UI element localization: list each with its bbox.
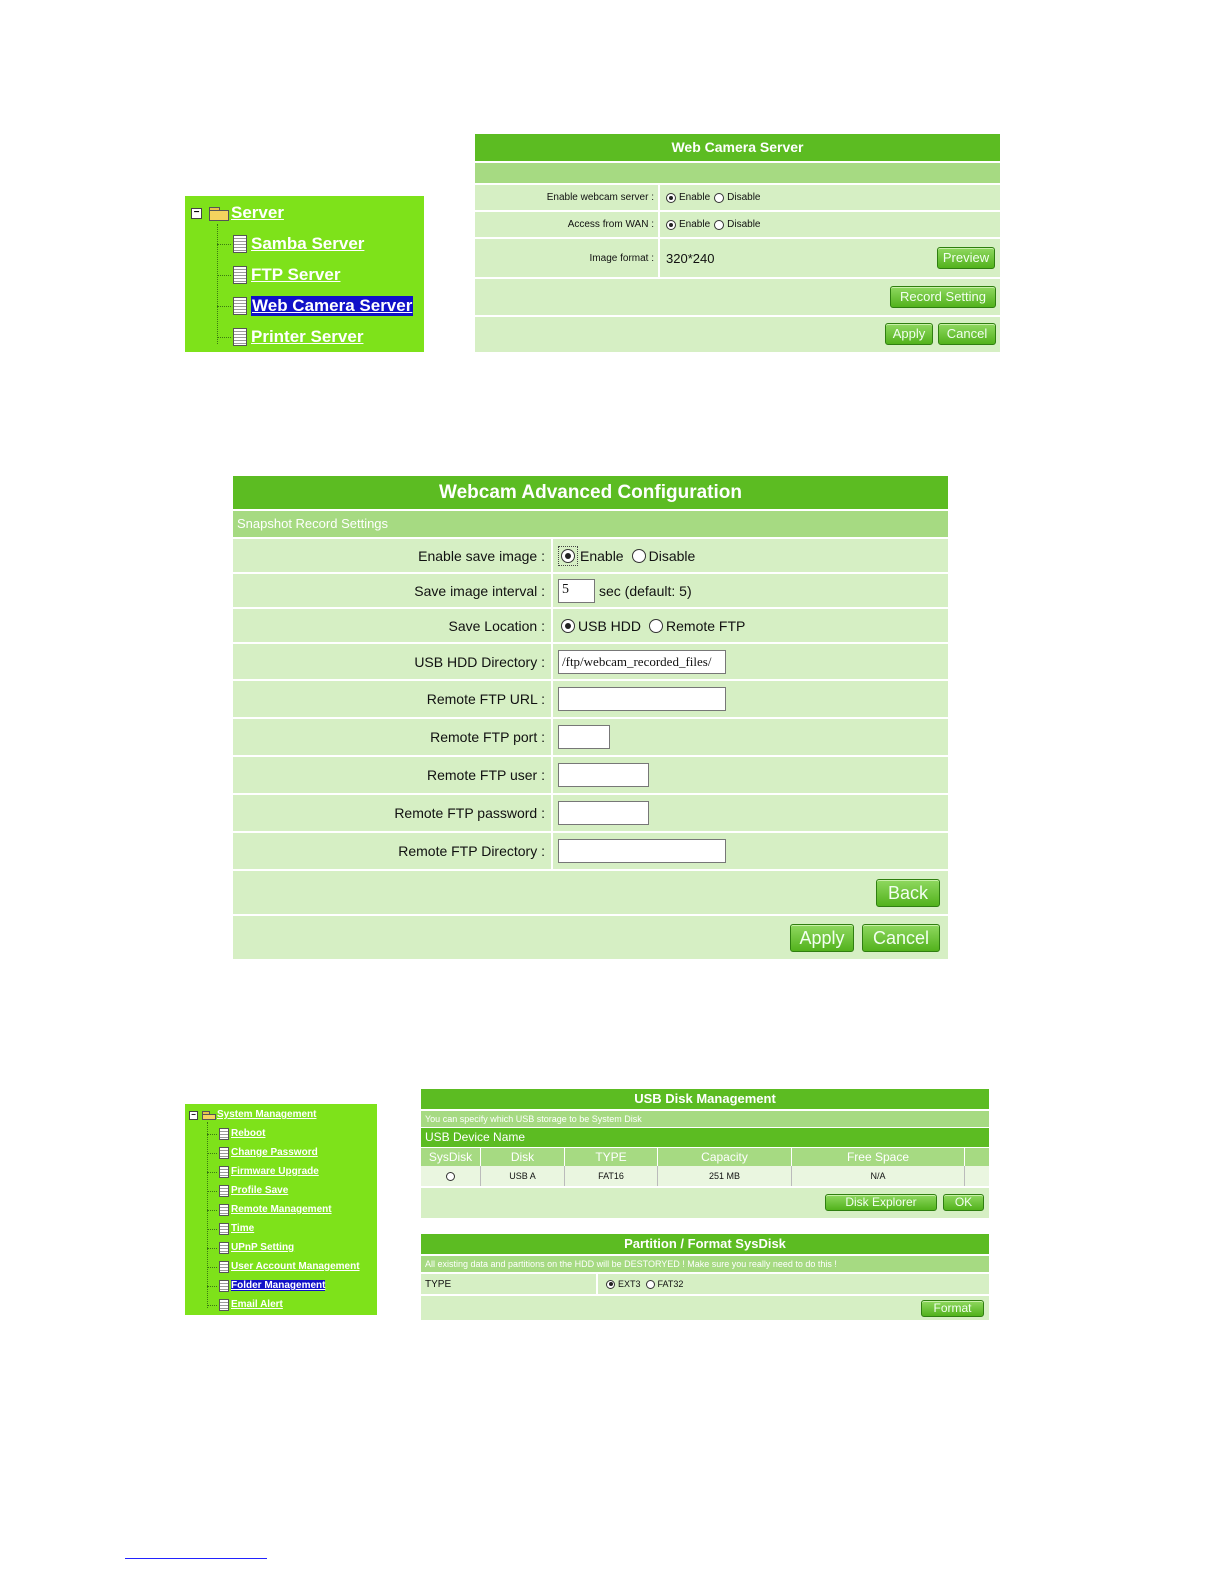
document-icon: [233, 328, 247, 346]
ftp-user-input[interactable]: [558, 763, 649, 787]
apply-button[interactable]: Apply: [885, 323, 933, 345]
usb-actions-row: [421, 1186, 989, 1216]
tree-item-label[interactable]: Folder Management: [231, 1280, 326, 1291]
image-format-value: 320*240: [666, 250, 715, 266]
interval-label: Save image interval :: [414, 582, 545, 599]
col-spacer: [965, 1148, 989, 1166]
ok-button[interactable]: OK: [943, 1194, 984, 1211]
server-tree: [185, 196, 424, 352]
tree-item-label[interactable]: User Account Management: [231, 1261, 360, 1272]
tree-item-label[interactable]: FTP Server: [251, 265, 341, 284]
panel-note: You can specify which USB storage to be System Disk: [421, 1109, 989, 1127]
tree-item[interactable]: [219, 1164, 319, 1179]
ftp-pass-input[interactable]: [558, 801, 649, 825]
tree-item-label[interactable]: UPnP Setting: [231, 1242, 295, 1253]
ftp-dir-label: Remote FTP Directory :: [398, 843, 545, 859]
wan-enable-radio[interactable]: [666, 220, 676, 230]
disk-cell: USB A: [481, 1166, 565, 1186]
tree-item[interactable]: [219, 1183, 288, 1198]
folder-icon: [209, 205, 229, 221]
enable-save-focus[interactable]: [558, 546, 578, 566]
enable-save-label: Enable save image :: [418, 547, 545, 564]
tree-item[interactable]: [219, 1202, 332, 1217]
tree-item-label-selected[interactable]: Web Camera Server: [252, 296, 413, 315]
sysdisk-radio[interactable]: [446, 1172, 455, 1181]
folder-icon: [202, 1109, 216, 1120]
wan-access-label: Access from WAN :: [567, 219, 654, 230]
usb-hdd-option-label: USB HDD: [578, 617, 642, 634]
tree-root-label[interactable]: Server: [231, 203, 284, 222]
document-icon: [219, 1147, 229, 1159]
image-format-label: Image format :: [589, 252, 654, 264]
ftp-user-label: Remote FTP user :: [426, 767, 545, 783]
usb-hdd-radio[interactable]: [561, 619, 575, 633]
webcam-server-panel: [475, 134, 1000, 352]
back-row: [233, 869, 948, 914]
ftp-pass-row: [233, 793, 948, 831]
location-label: Save Location :: [448, 617, 545, 634]
record-setting-button[interactable]: Record Setting: [890, 286, 996, 308]
location-row: [233, 607, 948, 642]
fat32-radio[interactable]: [646, 1280, 655, 1289]
tree-item[interactable]: [219, 1126, 265, 1141]
tree-root-system[interactable]: [202, 1107, 316, 1122]
preview-button[interactable]: Preview: [937, 247, 995, 269]
document-icon: [233, 297, 247, 315]
type-label: TYPE: [425, 1278, 452, 1290]
collapse-icon[interactable]: −: [191, 208, 202, 219]
tree-item[interactable]: [219, 1278, 325, 1293]
wan-disable-radio[interactable]: [714, 220, 724, 230]
tree-root-server[interactable]: [209, 202, 284, 224]
disk-table-header: [421, 1147, 989, 1166]
disable-option-label: Disable: [727, 219, 761, 230]
document-icon: [219, 1185, 229, 1197]
ftp-pass-label: Remote FTP password :: [394, 805, 545, 821]
section-label: Snapshot Record Settings: [233, 509, 948, 537]
document-icon: [219, 1299, 229, 1311]
document-icon: [219, 1166, 229, 1178]
usb-dir-label: USB HDD Directory :: [414, 653, 545, 670]
tree-root-label[interactable]: System Management: [217, 1109, 317, 1120]
fat32-option-label: FAT32: [657, 1279, 684, 1289]
advanced-config-panel: [233, 476, 948, 955]
document-icon: [219, 1261, 229, 1273]
tree-item-label[interactable]: Email Alert: [231, 1299, 283, 1310]
format-button[interactable]: Format: [921, 1300, 984, 1317]
disable-radio[interactable]: [714, 193, 724, 203]
disable-option-label: Disable: [648, 547, 696, 564]
system-tree: [185, 1104, 377, 1315]
enable-webcam-row: [475, 183, 1000, 210]
document-icon: [219, 1242, 229, 1254]
tree-item[interactable]: [219, 1145, 318, 1160]
ftp-dir-input[interactable]: [558, 839, 726, 863]
tree-item-label[interactable]: Firmware Upgrade: [231, 1166, 319, 1177]
tree-item-webcam[interactable]: [233, 294, 413, 318]
panel-title: USB Disk Management: [421, 1089, 989, 1109]
col-sysdisk: SysDisk: [421, 1148, 481, 1166]
capacity-cell: 251 MB: [658, 1166, 792, 1186]
free-cell: N/A: [792, 1166, 965, 1186]
actions-row: [475, 315, 1000, 351]
tree-item-label[interactable]: Change Password: [231, 1147, 318, 1158]
back-button[interactable]: Back: [876, 879, 940, 907]
table-row[interactable]: [421, 1166, 989, 1186]
document-icon: [233, 266, 247, 284]
cancel-button[interactable]: Cancel: [938, 323, 996, 345]
document-icon: [219, 1223, 229, 1235]
tree-item-ftp[interactable]: [233, 263, 340, 287]
enable-option-label: Enable: [679, 192, 711, 203]
save-disable-radio[interactable]: [632, 549, 646, 563]
tree-item-samba[interactable]: [233, 232, 364, 256]
footnote-divider: [125, 1558, 267, 1559]
enable-webcam-label: Enable webcam server :: [546, 192, 654, 203]
document-icon: [219, 1128, 229, 1140]
col-disk: Disk: [481, 1148, 565, 1166]
disk-explorer-button[interactable]: Disk Explorer: [825, 1194, 937, 1211]
collapse-icon[interactable]: −: [189, 1111, 198, 1120]
ftp-url-input[interactable]: [558, 687, 726, 711]
usb-disk-panel: [421, 1089, 989, 1218]
tree-item-printer[interactable]: [233, 325, 363, 349]
image-format-row: [475, 237, 1000, 277]
disable-option-label: Disable: [727, 192, 761, 203]
remote-ftp-radio[interactable]: [649, 619, 663, 633]
usb-dir-row: [233, 642, 948, 679]
panel-title: Webcam Advanced Configuration: [233, 476, 948, 509]
enable-save-row: [233, 537, 948, 572]
panel-title: Web Camera Server: [475, 134, 1000, 161]
ftp-port-row: [233, 717, 948, 755]
apply-button[interactable]: Apply: [790, 924, 854, 952]
tree-item-label[interactable]: Samba Server: [251, 234, 365, 253]
panel-subheader: [475, 161, 1000, 183]
record-row: [475, 277, 1000, 315]
ftp-url-row: [233, 679, 948, 717]
format-row: [421, 1294, 989, 1320]
type-row: [421, 1272, 989, 1294]
panel-title: Partition / Format SysDisk: [421, 1234, 989, 1254]
tree-item-label[interactable]: Printer Server: [251, 327, 364, 346]
ftp-dir-row: [233, 831, 948, 869]
remote-ftp-option-label: Remote FTP: [666, 617, 746, 634]
interval-suffix: sec (default: 5): [599, 582, 692, 599]
interval-input[interactable]: 5: [558, 579, 595, 603]
ext3-radio[interactable]: [606, 1280, 615, 1289]
col-type: TYPE: [565, 1148, 658, 1166]
col-free: Free Space: [792, 1148, 965, 1166]
tree-item-label[interactable]: Profile Save: [231, 1185, 289, 1196]
usb-dir-input[interactable]: /ftp/webcam_recorded_files/: [558, 650, 726, 674]
wan-access-row: [475, 210, 1000, 237]
partition-panel: [421, 1234, 989, 1320]
device-name-label: USB Device Name: [421, 1127, 989, 1147]
document-icon: [219, 1280, 229, 1292]
enable-option-label: Enable: [580, 547, 624, 564]
warning-text: All existing data and partitions on the HDD will be DESTORYED ! Make sure you really need to do this !: [421, 1254, 989, 1272]
tree-item-label[interactable]: Remote Management: [231, 1204, 332, 1215]
enable-option-label: Enable: [679, 219, 711, 230]
type-cell: FAT16: [565, 1166, 658, 1186]
enable-radio[interactable]: [666, 193, 676, 203]
document-icon: [233, 235, 247, 253]
tree-item-label[interactable]: Reboot: [231, 1128, 266, 1139]
tree-item[interactable]: [219, 1221, 254, 1236]
ftp-url-label: Remote FTP URL :: [426, 691, 545, 707]
save-enable-radio[interactable]: [561, 549, 575, 563]
tree-item-label[interactable]: Time: [231, 1223, 255, 1234]
document-icon: [219, 1204, 229, 1216]
cancel-button[interactable]: Cancel: [862, 924, 940, 952]
tree-item[interactable]: [219, 1259, 360, 1274]
interval-row: [233, 572, 948, 607]
actions-row: [233, 914, 948, 959]
ext3-option-label: EXT3: [618, 1279, 641, 1289]
tree-item[interactable]: [219, 1240, 294, 1255]
col-capacity: Capacity: [658, 1148, 792, 1166]
tree-item[interactable]: [219, 1297, 283, 1312]
ftp-port-input[interactable]: [558, 725, 610, 749]
ftp-user-row: [233, 755, 948, 793]
ftp-port-label: Remote FTP port :: [430, 729, 545, 745]
